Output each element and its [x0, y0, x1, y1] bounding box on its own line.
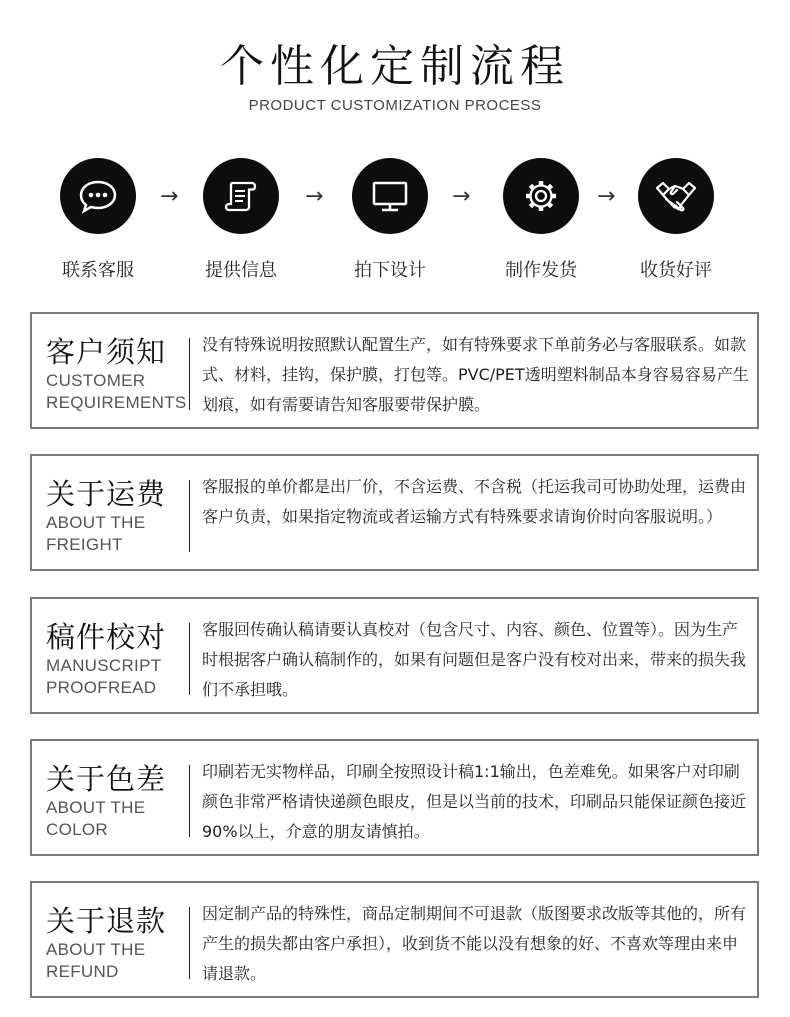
handshake-icon: [654, 176, 698, 216]
step-circle: [60, 158, 136, 234]
page-title: 个性化定制流程: [220, 41, 570, 92]
notice-title-cn: 关于色差: [46, 762, 167, 796]
notice-title-en-line1: ABOUT THE: [46, 798, 146, 817]
monitor-icon: [369, 176, 411, 216]
notice-title-en-line2: COLOR: [46, 820, 108, 839]
notice-text: 客服回传确认稿请要认真校对（包含尺寸、内容、颜色、位置等）。因为生产时根据客户确认稿制作的，如果有问题但是客户没有校对出来，带来的损失我们不承担哦。: [202, 620, 747, 699]
divider: [189, 765, 190, 837]
process-step-production: [481, 158, 601, 282]
notice-title-en-line2: FREIGHT: [46, 535, 123, 554]
step-circle: [503, 158, 579, 234]
notice-freight: [30, 454, 759, 571]
notice-heading: [46, 476, 196, 556]
step-label: 提供信息: [205, 260, 277, 281]
notice-text: 印刷若无实物样品，印刷全按照设计稿1:1输出，色差难免。如果客户对印刷颜色非常严格请快递颜色眼皮，但是以当前的技术，印刷品只能保证颜色接近90%以上，介意的朋友请慎拍。: [202, 762, 747, 841]
notice-title-en-line2: REFUND: [46, 962, 119, 981]
notice-customer-requirements: [30, 312, 759, 429]
step-circle: [203, 158, 279, 234]
notice-title-en-line1: ABOUT THE: [46, 513, 146, 532]
arrow-right-icon: →: [305, 184, 324, 209]
notice-text: 客服报的单价都是出厂价，不含运费、不含税（托运我司可协助处理，运费由客户负责，如果指定物流或者运输方式有特殊要求请询价时向客服说明。）: [202, 477, 747, 526]
divider: [189, 907, 190, 979]
divider: [189, 480, 190, 552]
notice-title-cn: 关于退款: [46, 904, 167, 938]
step-label: 制作发货: [505, 260, 577, 281]
step-circle: [352, 158, 428, 234]
step-label: 收货好评: [640, 260, 712, 281]
process-step-contact: [38, 158, 158, 282]
notice-heading: [46, 334, 196, 414]
arrow-right-icon: →: [160, 184, 179, 209]
scroll-document-icon: [221, 176, 261, 216]
page-subtitle: PRODUCT CUSTOMIZATION PROCESS: [248, 97, 542, 114]
notice-title-en-line1: CUSTOMER: [46, 371, 146, 390]
step-label: 拍下设计: [354, 260, 426, 281]
notice-proofread: [30, 597, 759, 714]
notice-title-cn: 稿件校对: [46, 620, 167, 654]
arrow-right-icon: →: [597, 184, 616, 209]
notice-title-cn: 关于运费: [46, 477, 167, 511]
chat-bubble-icon: [77, 175, 119, 217]
divider: [189, 623, 190, 695]
notice-title-en-line2: PROOFREAD: [46, 678, 157, 697]
process-step-design: [330, 158, 450, 282]
notice-heading: [46, 761, 196, 841]
step-circle: [638, 158, 714, 234]
notice-title-en-line1: MANUSCRIPT: [46, 656, 162, 675]
notice-title-en-line1: ABOUT THE: [46, 940, 146, 959]
divider: [189, 338, 190, 410]
notice-text: 没有特殊说明按照默认配置生产，如有特殊要求下单前务必与客服联系。如款式、材料，挂钩，保护膜，打包等。PVC/PET透明塑料制品本身容易容易产生划痕，如有需要请告知客服要带保护膜。: [202, 335, 749, 414]
step-label: 联系客服: [62, 260, 134, 281]
notice-color: [30, 739, 759, 856]
arrow-right-icon: →: [452, 184, 471, 209]
notice-heading: [46, 903, 196, 983]
process-step-info: [181, 158, 301, 282]
notice-refund: [30, 881, 759, 998]
notice-heading: [46, 619, 196, 699]
process-step-review: [616, 158, 736, 282]
notice-title-cn: 客户须知: [46, 335, 167, 369]
gear-icon: [520, 175, 562, 217]
notice-title-en-line2: REQUIREMENTS: [46, 393, 187, 412]
notice-text: 因定制产品的特殊性，商品定制期间不可退款（版图要求改版等其他的，所有产生的损失都由客户承担），收到货不能以没有想象的好、不喜欢等理由来申请退款。: [202, 904, 747, 983]
